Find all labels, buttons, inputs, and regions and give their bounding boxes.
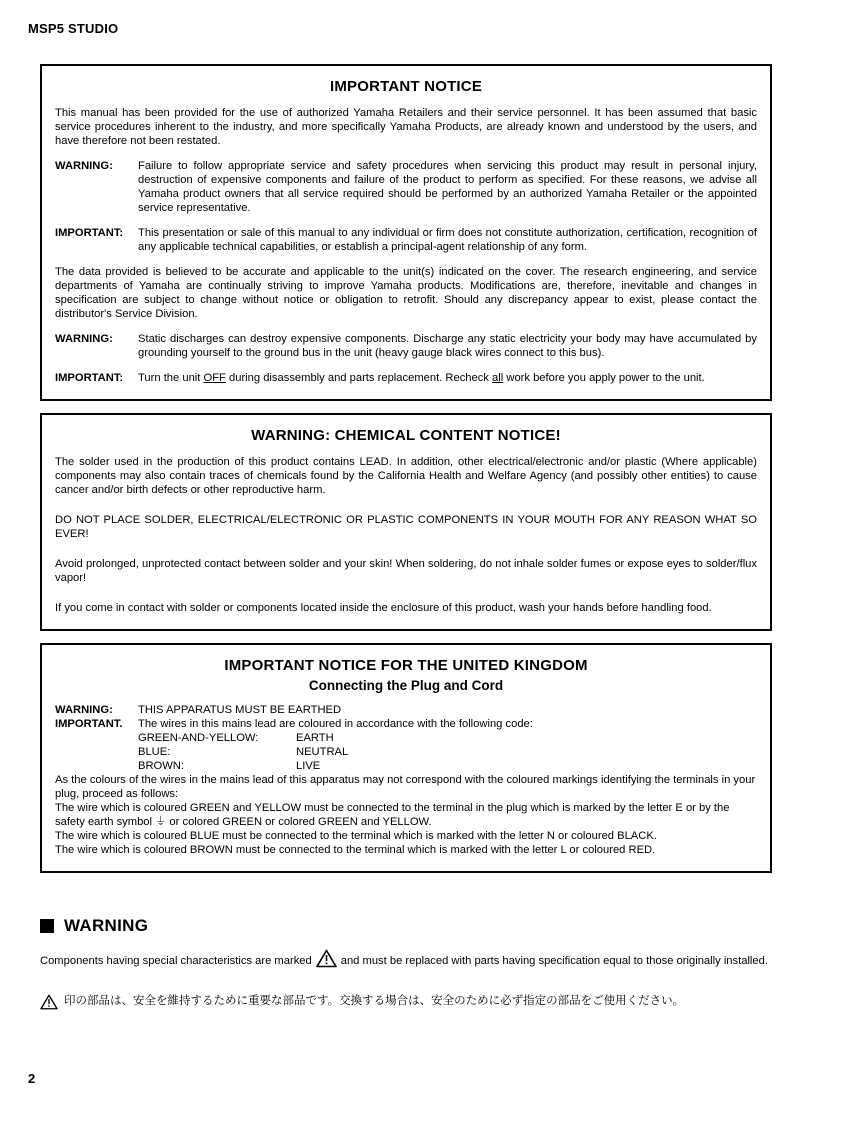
important-notice-box (40, 64, 772, 401)
warning-text: Failure to follow appropriate service and safety procedures when servicing this product may result in personal injury, destruction of expensive components and failure of the product to perform as specified. For these reasons, we advise all Yamaha product owners that all service required should be performed by an authorized Yamaha Retailer or the appointed service representative. (138, 160, 757, 214)
important-text: The wires in this mains lead are coloured in accordance with the following code: (138, 718, 533, 730)
earth-symbol-icon: ⏚ (155, 816, 167, 828)
uk-important-item (55, 717, 757, 731)
important-text (138, 371, 757, 385)
warning-text: THIS APPARATUS MUST BE EARTHED (138, 704, 342, 716)
wire-terminal-label: LIVE (296, 760, 321, 772)
warning-triangle-icon (316, 949, 337, 972)
warning-label: WARNING: (55, 704, 113, 716)
uk-notice-subtitle: Connecting the Plug and Cord (308, 678, 504, 693)
wire-code-row (138, 745, 757, 759)
uk-notice-box (40, 643, 772, 873)
warning-components-paragraph (40, 949, 772, 972)
important-label: IMPORTANT: (55, 227, 124, 239)
chemical-notice-box (40, 413, 772, 631)
important-text: This presentation or sale of this manual to any individual or firm does not constitute authorization, certification, recognition of any applicable technical capabilities, or establish a principal-agent relationship of any form. (138, 227, 757, 253)
wire-color-label: BLUE: (138, 746, 171, 758)
warning-text-part: Components having special characteristics are marked (40, 955, 312, 967)
uk-paragraph-blue: The wire which is coloured BLUE must be connected to the terminal which is marked with the letter N or coloured BLACK. (55, 830, 657, 842)
wire-color-label: GREEN-AND-YELLOW: (138, 732, 259, 744)
important-notice-title: IMPORTANT NOTICE (329, 78, 483, 95)
warning-item-static (55, 332, 757, 360)
important-item-power (55, 371, 757, 385)
japanese-warning-line (40, 994, 772, 1014)
important-notice-intro: This manual has been provided for the use of authorized Yamaha Retailers and their service personnel. It has been assumed that basic service procedures inherent to the industry, and more specifically Yamaha Products, are already known and understood by the users, and have therefore not been restated. (55, 107, 757, 147)
warning-section (40, 916, 772, 1014)
underlined-off: OFF (203, 372, 226, 384)
wire-color-label: BROWN: (138, 760, 184, 772)
wire-code-row (138, 759, 757, 773)
japanese-warning-text: 印の部品は、安全を維持するために重要な部品です。交換する場合は、安全のために必ず指定の部品をご使用ください。 (64, 995, 685, 1007)
chemical-paragraph-lead: The solder used in the production of this product contains LEAD. In addition, other electrical/electronic and/or plastic (Where applicable) components may also contain traces of chemicals found by the California Health and Welfare Agency (and possibly other entities) to cause cancer and/or birth defects or other reproductive harm. (55, 456, 757, 496)
wire-terminal-label: NEUTRAL (296, 746, 349, 758)
important-text-part: during disassembly and parts replacement. Recheck (225, 372, 493, 384)
wire-terminal-label: EARTH (296, 732, 334, 744)
uk-paragraph-green-yellow (55, 801, 757, 829)
uk-warning-item (55, 703, 757, 717)
important-label: IMPORTANT. (55, 718, 123, 730)
data-accuracy-paragraph: The data provided is believed to be accurate and applicable to the unit(s) indicated on the cover. The research engineering, and service departments of Yamaha are continually striving to improve Yamaha products. Modifications are, therefore, inevitable and changes in specification are subject to change without notice or obligation to retrofit. Should any discrepancy appear to exist, please contact the distributor's Service Division. (55, 266, 757, 320)
chemical-notice-title: WARNING: CHEMICAL CONTENT NOTICE! (251, 427, 561, 444)
wire-code-row (138, 731, 757, 745)
warning-section-title-text: WARNING (64, 916, 149, 935)
underlined-all: all (492, 372, 504, 384)
page-number: 2 (28, 1071, 36, 1086)
page-content (40, 64, 772, 873)
uk-text-part: The wire which is coloured GREEN and YELLOW must be connected to the terminal in the plug which is marked by the letter E or by the safety earth symbol (55, 802, 730, 828)
important-label: IMPORTANT: (55, 372, 124, 384)
important-item (55, 226, 757, 254)
uk-notice-title: IMPORTANT NOTICE FOR THE UNITED KINGDOM (224, 657, 588, 674)
uk-paragraph-brown: The wire which is coloured BROWN must be connected to the terminal which is marked with the letter L or coloured RED. (55, 844, 656, 856)
document-header: MSP5 STUDIO (28, 21, 119, 36)
chemical-paragraph-mouth: DO NOT PLACE SOLDER, ELECTRICAL/ELECTRONIC OR PLASTIC COMPONENTS IN YOUR MOUTH FOR ANY REASON WHAT SO EVER! (55, 514, 757, 540)
warning-text: Static discharges can destroy expensive components. Discharge any static electricity your body may have accumulated by grounding yourself to the ground bus in the unit (heavy gauge black wires connect to this bus). (138, 333, 757, 359)
important-text-part: work before you apply power to the unit. (503, 372, 705, 384)
warning-text-part: and must be replaced with parts having specification equal to those originally installed. (340, 955, 768, 967)
important-text-part: Turn the unit (138, 372, 204, 384)
chemical-paragraph-skin: Avoid prolonged, unprotected contact between solder and your skin! When soldering, do not inhale solder fumes or expose eyes to solder/flux vapor! (55, 558, 757, 584)
warning-triangle-icon (40, 994, 58, 1014)
uk-paragraph-colours: As the colours of the wires in the mains lead of this apparatus may not correspond with the coloured markings identifying the terminals in your plug, proceed as follows: (55, 774, 756, 800)
warning-label: WARNING: (55, 333, 113, 345)
black-square-icon (40, 919, 54, 933)
uk-text-part: or colored GREEN or colored GREEN and YELLOW. (166, 816, 432, 828)
warning-item (55, 159, 757, 215)
chemical-paragraph-wash: If you come in contact with solder or components located inside the enclosure of this product, wash your hands before handling food. (55, 602, 712, 614)
warning-section-title (40, 916, 772, 935)
warning-label: WARNING: (55, 160, 113, 172)
